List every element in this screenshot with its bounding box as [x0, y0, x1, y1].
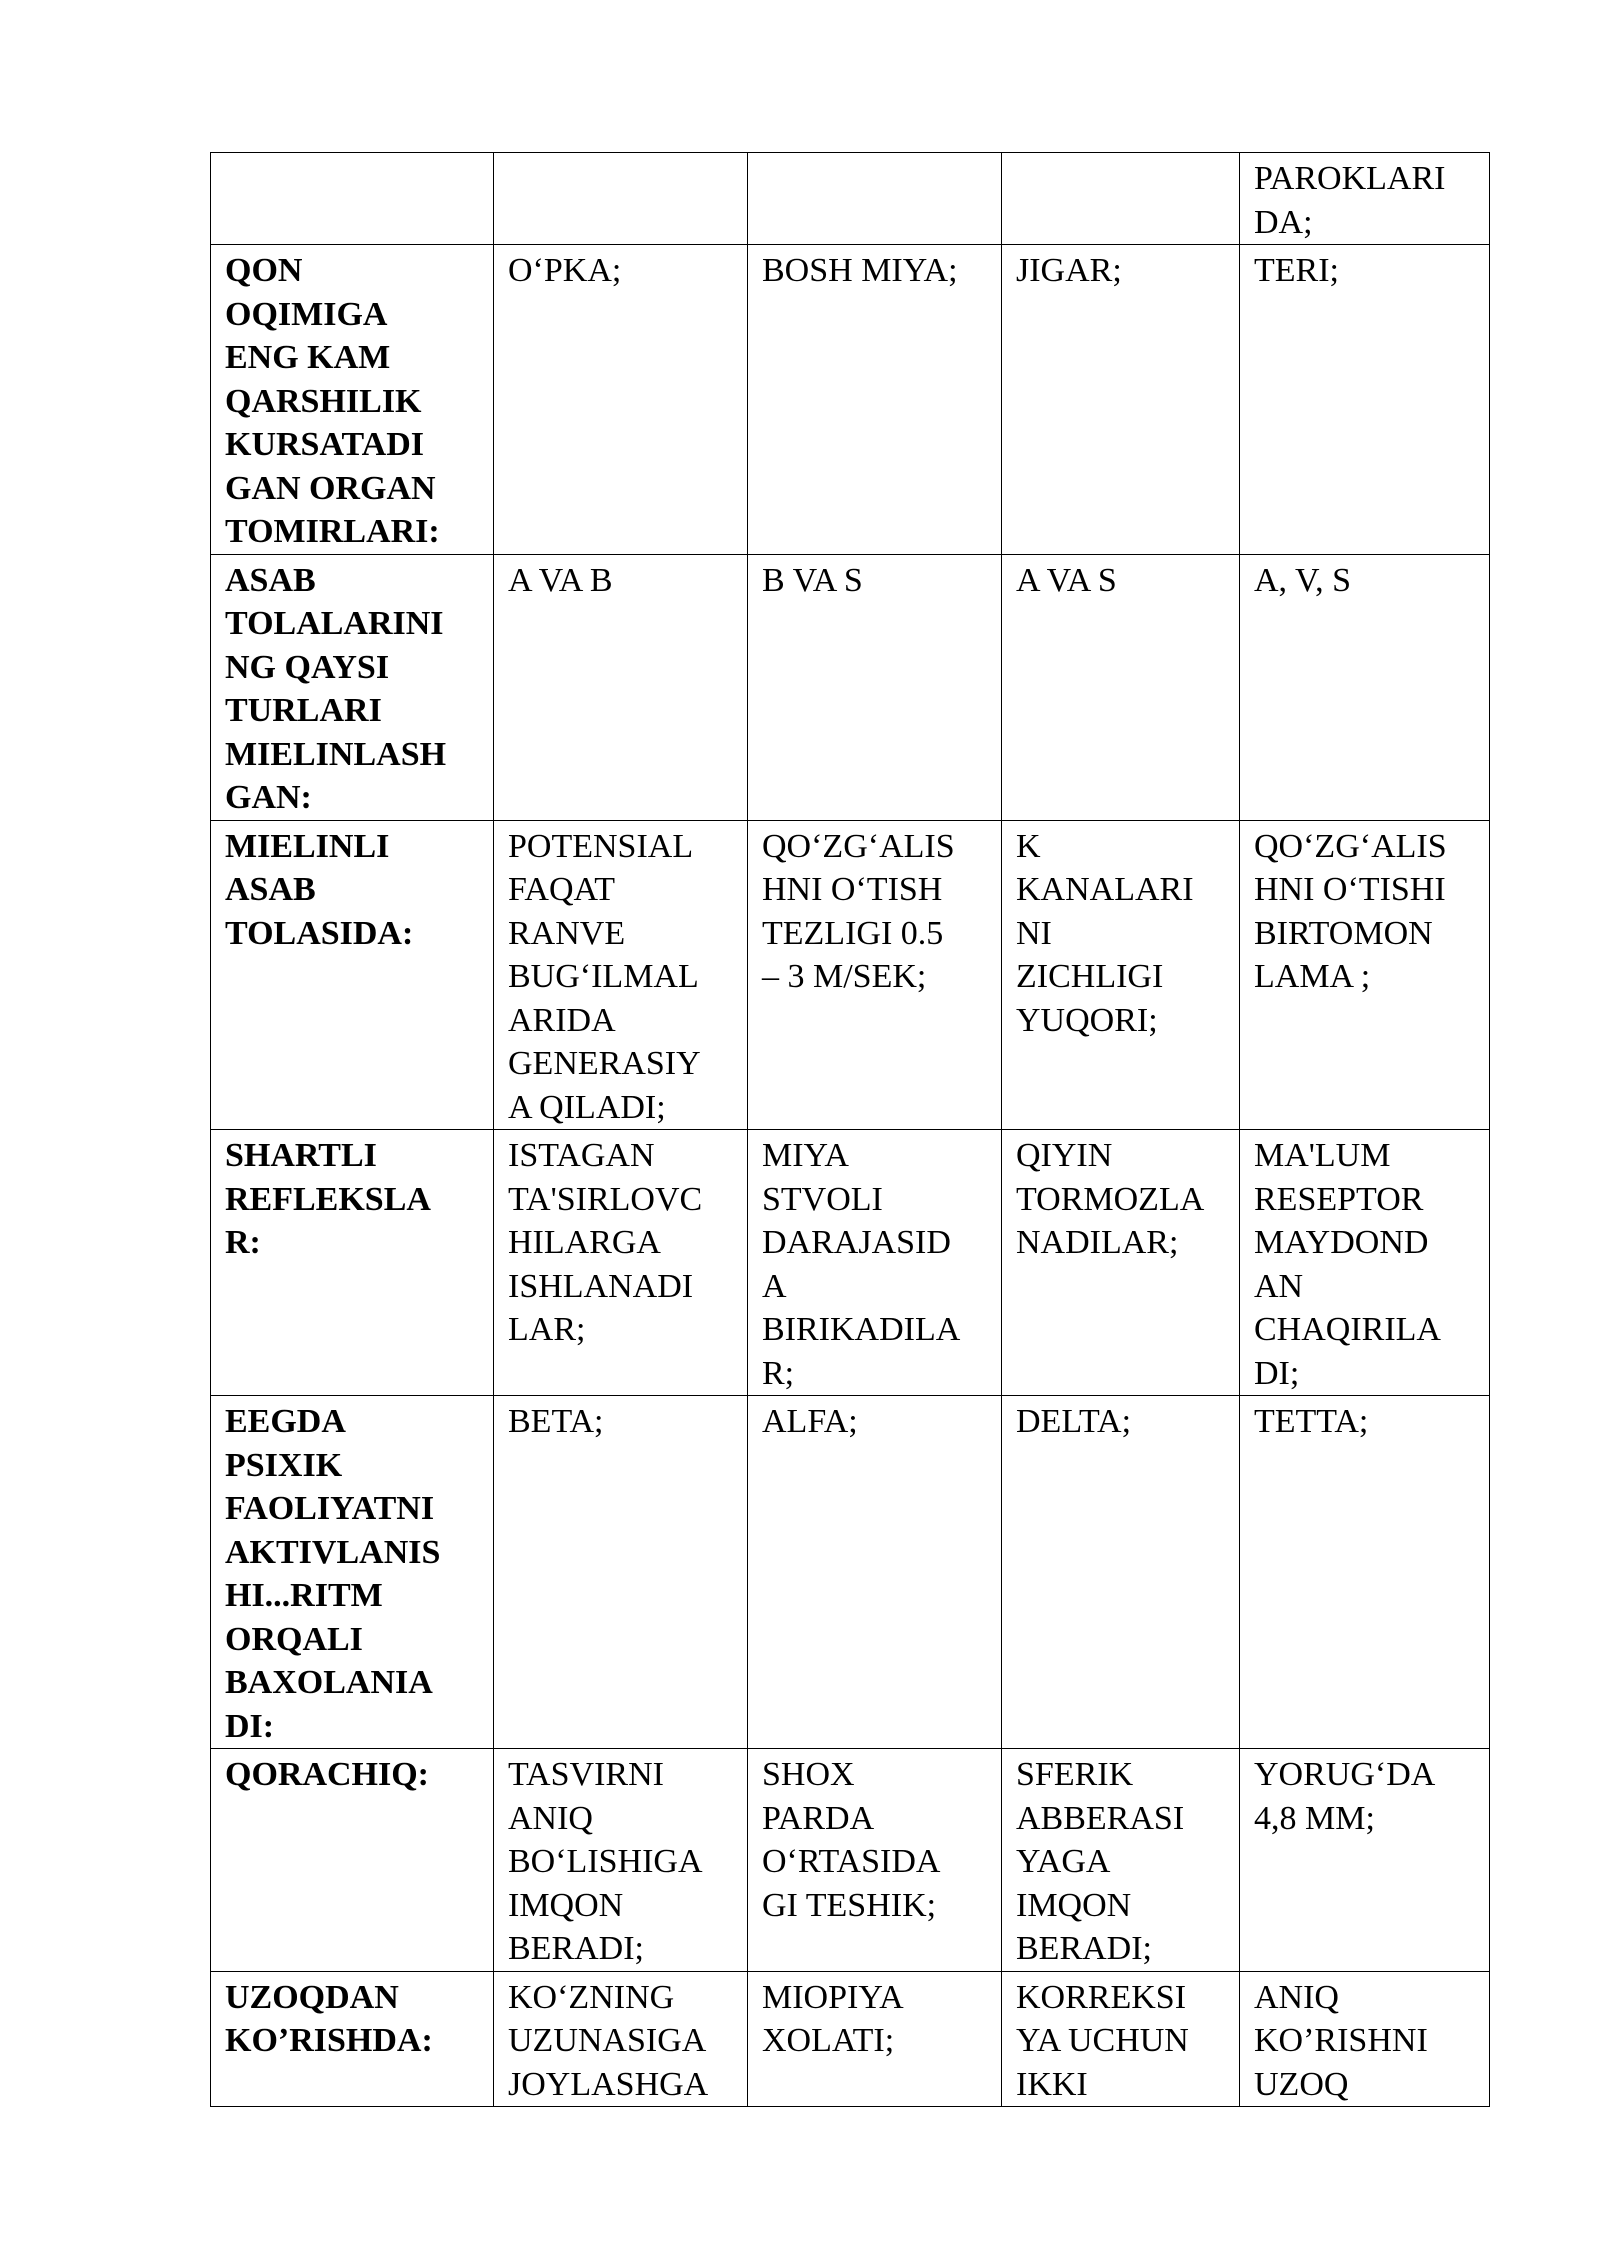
option-cell	[748, 820, 1002, 1130]
option-cell	[1002, 1971, 1240, 2107]
option-cell	[1240, 1971, 1490, 2107]
question-text: EEGDA PSIXIK FAOLIYATNI AKTIVLANIS HI...RITM ORQALI BAXOLANIA DI:	[225, 1403, 441, 1745]
question-text: ASAB TOLALARINI NG QAYSI TURLARI MIELINLASH GAN:	[225, 561, 447, 816]
question-cell	[211, 820, 494, 1130]
question-text: QON OQIMIGA ENG KAM QARSHILIK KURSATADI GAN ORGAN TOMIRLARI:	[225, 252, 440, 550]
option-text: TETTA;	[1254, 1403, 1369, 1440]
option-cell	[1002, 1130, 1240, 1396]
question-text: SHARTLI REFLEKSLA R:	[225, 1137, 431, 1261]
option-text: B VA S	[762, 561, 863, 599]
question-text: UZOQDAN KO’RISHDA:	[225, 1978, 433, 2059]
question-table	[210, 152, 1490, 2107]
question-text: QORACHIQ:	[225, 1756, 429, 1793]
option-cell	[1002, 1396, 1240, 1749]
option-cell	[748, 245, 1002, 555]
option-cell	[748, 1130, 1002, 1396]
option-cell	[748, 1971, 1002, 2107]
option-text: DELTA;	[1016, 1403, 1132, 1440]
question-cell	[211, 245, 494, 555]
option-text: QIYIN TORMOZLA NADILAR;	[1016, 1137, 1205, 1261]
option-text: KORREKSI YA UCHUN IKKI	[1016, 1978, 1189, 2103]
option-text: SHOX PARDA O‘RTASIDA GI TESHIK;	[762, 1756, 941, 1924]
table-row	[211, 1749, 1490, 1972]
option-cell	[1002, 820, 1240, 1130]
option-cell	[494, 1396, 748, 1749]
question-cell	[211, 153, 494, 245]
option-text: TERI;	[1254, 252, 1339, 289]
option-cell	[1240, 153, 1490, 245]
option-cell	[494, 1971, 748, 2107]
table-row	[211, 153, 1490, 245]
option-cell	[1240, 1130, 1490, 1396]
option-text: O‘PKA;	[508, 252, 622, 289]
option-text: JIGAR;	[1016, 252, 1122, 289]
option-cell	[494, 820, 748, 1130]
table-row	[211, 245, 1490, 555]
table-row	[211, 820, 1490, 1130]
question-cell	[211, 1749, 494, 1972]
table-body	[211, 153, 1490, 2107]
option-text: A, V, S	[1254, 561, 1352, 599]
option-text: QO‘ZG‘ALIS HNI O‘TISHI BIRTOMON LAMA ;	[1254, 827, 1447, 995]
option-cell	[748, 1749, 1002, 1972]
option-text: ISTAGAN TA'SIRLOVC HILARGA ISHLANADI LAR;	[508, 1137, 703, 1348]
option-cell	[1240, 245, 1490, 555]
option-text: YORUG‘DA 4,8 MM;	[1254, 1756, 1436, 1837]
option-text: ALFA;	[762, 1403, 858, 1440]
question-text: MIELINLI ASAB TOLASIDA:	[225, 827, 414, 952]
option-cell	[748, 554, 1002, 820]
option-cell	[494, 153, 748, 245]
option-text: A VA S	[1016, 561, 1117, 599]
option-text: POTENSIAL FAQAT RANVE BUG‘ILMAL ARIDA GENERASIY A QILADI;	[508, 827, 701, 1126]
option-cell	[494, 245, 748, 555]
option-text: MIOPIYA XOLATI;	[762, 1978, 904, 2059]
option-cell	[748, 1396, 1002, 1749]
option-cell	[1240, 1396, 1490, 1749]
option-text: MA'LUM RESEPTOR MAYDOND AN CHAQIRILA DI;	[1254, 1137, 1441, 1392]
question-cell	[211, 1130, 494, 1396]
option-cell	[1002, 554, 1240, 820]
question-cell	[211, 554, 494, 820]
option-cell	[494, 1749, 748, 1972]
option-text: KO‘ZNING UZUNASIGA JOYLASHGA	[508, 1978, 709, 2103]
table-row	[211, 1971, 1490, 2107]
table-row	[211, 554, 1490, 820]
option-cell	[1240, 554, 1490, 820]
option-text: BOSH MIYA;	[762, 252, 958, 289]
question-cell	[211, 1396, 494, 1749]
table-row	[211, 1130, 1490, 1396]
option-cell	[1240, 820, 1490, 1130]
option-text: TASVIRNI ANIQ BO‘LISHIGA IMQON BERADI;	[508, 1756, 703, 1967]
option-text: A VA B	[508, 561, 613, 599]
option-text: QO‘ZG‘ALIS HNI O‘TISH TEZLIGI 0.5 – 3 M/SEK;	[762, 827, 955, 995]
option-text: BETA;	[508, 1403, 604, 1440]
option-cell	[494, 1130, 748, 1396]
option-cell	[748, 153, 1002, 245]
option-cell	[494, 554, 748, 820]
option-text: MIYA STVOLI DARAJASID A BIRIKADILA R;	[762, 1137, 961, 1392]
option-text: SFERIK ABBERASI YAGA IMQON BERADI;	[1016, 1756, 1185, 1967]
option-text: ANIQ KO’RISHNI UZOQ	[1254, 1978, 1428, 2103]
option-cell	[1002, 1749, 1240, 1972]
table-row	[211, 1396, 1490, 1749]
option-cell	[1002, 153, 1240, 245]
question-cell	[211, 1971, 494, 2107]
option-text: K KANALARI NI ZICHLIGI YUQORI;	[1016, 827, 1194, 1039]
option-cell	[1002, 245, 1240, 555]
option-text: PAROKLARI DA;	[1254, 160, 1446, 241]
option-cell	[1240, 1749, 1490, 1972]
